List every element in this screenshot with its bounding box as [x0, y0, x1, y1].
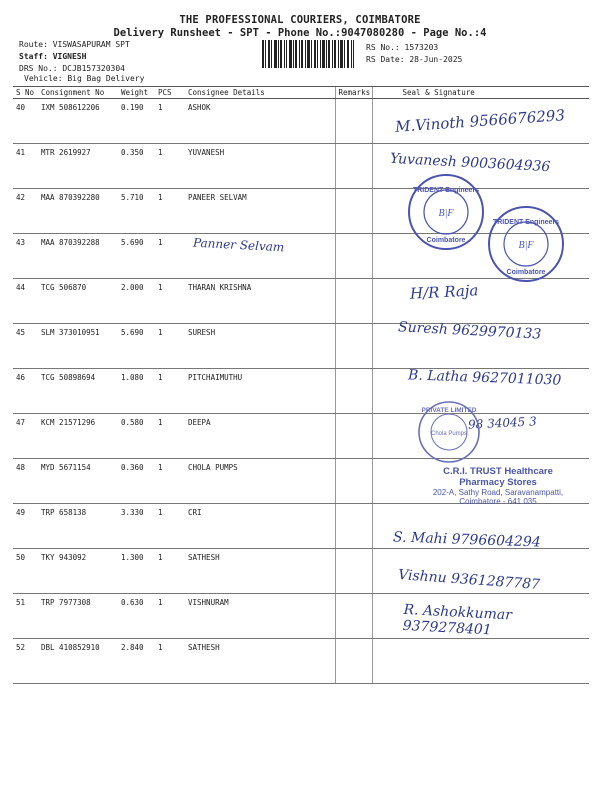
cell-pcs: 1	[155, 324, 185, 369]
col-pcs-header: PCS	[155, 87, 185, 99]
col-weight-header: Weight	[118, 87, 155, 99]
svg-text:Coimbatore: Coimbatore	[426, 237, 466, 244]
cell-pcs: 1	[155, 99, 185, 144]
signature-row-46: B. Latha 9627011030	[407, 367, 562, 389]
cell-consignment: MTR 2619927	[38, 144, 118, 189]
cell-sno: 48	[13, 459, 38, 504]
cell-sno: 41	[13, 144, 38, 189]
svg-text:B|F: B|F	[518, 240, 534, 251]
barcode-image	[262, 40, 354, 68]
cell-weight: 0.190	[118, 99, 155, 144]
cell-weight: 1.300	[118, 549, 155, 594]
cell-consignment: TRP 658138	[38, 504, 118, 549]
cell-remarks	[335, 369, 372, 414]
route-text: Route: VISWASAPURAM SPT	[19, 40, 130, 49]
runsheet-title: Delivery Runsheet - SPT - Phone No.:9047080280 - Page No.:4	[113, 27, 487, 39]
signature-row-45: Suresh 9629970133	[397, 319, 542, 343]
signature-row-51: Vishnu 9361287787	[397, 567, 541, 593]
chola-pumps-stamp	[414, 398, 484, 466]
cell-consignee: VISHNURAM	[185, 594, 335, 639]
cell-weight: 0.630	[118, 594, 155, 639]
cell-weight: 3.330	[118, 504, 155, 549]
cri-stamp-line1: C.R.I. TRUST Healthcare	[443, 466, 553, 477]
signature-row-44: H/R Raja	[409, 281, 479, 303]
cell-consignment: TRP 7977308	[38, 594, 118, 639]
cell-remarks	[335, 639, 372, 684]
cell-sno: 49	[13, 504, 38, 549]
drs-text: DRS No.: DCJB157320304	[19, 64, 125, 73]
cell-consignment: SLM 373010951	[38, 324, 118, 369]
cell-consignment: KCM 21571296	[38, 414, 118, 459]
cell-weight: 2.840	[118, 639, 155, 684]
cell-consignment: TKY 943092	[38, 549, 118, 594]
cell-weight: 2.000	[118, 279, 155, 324]
cell-remarks	[335, 279, 372, 324]
staff-text: Staff: VIGNESH	[19, 52, 87, 61]
cell-pcs: 1	[155, 639, 185, 684]
consignee-handwritten-row-43: Panner Selvam	[192, 235, 285, 255]
cell-consignee: PITCHAIMUTHU	[185, 369, 335, 414]
cell-remarks	[335, 234, 372, 279]
cell-remarks	[335, 594, 372, 639]
signature-row-48: 98 34045 3	[467, 414, 538, 432]
cell-consignee: CHOLA PUMPS	[185, 459, 335, 504]
cell-weight: 0.360	[118, 459, 155, 504]
table-row	[13, 279, 589, 324]
cell-consignee: SATHESH	[185, 549, 335, 594]
cell-sno: 43	[13, 234, 38, 279]
cri-stamp-line3: 202-A, Sathy Road, Saravanampatti,	[432, 488, 564, 497]
cell-signature	[372, 279, 589, 324]
cell-consignee: CRI	[185, 504, 335, 549]
cell-remarks	[335, 99, 372, 144]
cell-consignment: MAA 870392280	[38, 189, 118, 234]
cell-remarks	[335, 324, 372, 369]
cell-consignment: IXM 508612206	[38, 99, 118, 144]
trident-stamp-2	[486, 204, 566, 284]
cell-consignment: MAA 870392288	[38, 234, 118, 279]
cell-remarks	[335, 504, 372, 549]
cell-pcs: 1	[155, 504, 185, 549]
cell-consignee: DEEPA	[185, 414, 335, 459]
cell-sno: 40	[13, 99, 38, 144]
cell-remarks	[335, 144, 372, 189]
signature-row-50: S. Mahi 9796604294	[392, 529, 541, 551]
company-title: THE PROFESSIONAL COURIERS, COIMBATORE	[179, 14, 421, 26]
cell-consignment: DBL 410852910	[38, 639, 118, 684]
col-remarks-header: Remarks	[335, 87, 372, 99]
cell-consignment: MYD 5671154	[38, 459, 118, 504]
cell-consignee: SATHESH	[185, 639, 335, 684]
cell-remarks	[335, 459, 372, 504]
cell-pcs: 1	[155, 369, 185, 414]
cell-remarks	[335, 414, 372, 459]
cell-sno: 44	[13, 279, 38, 324]
cell-consignment: TCG 50898694	[38, 369, 118, 414]
cell-signature	[372, 639, 589, 684]
cell-pcs: 1	[155, 549, 185, 594]
cell-pcs: 1	[155, 414, 185, 459]
col-consignment-header: Consignment No	[38, 87, 118, 99]
cell-remarks	[335, 549, 372, 594]
svg-text:B|F: B|F	[438, 208, 454, 219]
signature-row-41: Yuvanesh 9003604936	[389, 150, 551, 176]
svg-text:TRIDENT Engineers: TRIDENT Engineers	[412, 187, 480, 194]
col-seal-header: Seal & Signature	[372, 87, 589, 99]
cell-sno: 51	[13, 594, 38, 639]
rs-date-text: RS Date: 28-Jun-2025	[366, 55, 463, 64]
cell-sno: 50	[13, 549, 38, 594]
cell-weight: 0.350	[118, 144, 155, 189]
cell-consignee: THARAN KRISHNA	[185, 279, 335, 324]
table-header-row	[13, 87, 589, 99]
svg-text:TRIDENT Engineers: TRIDENT Engineers	[492, 219, 560, 226]
signature-row-52: R. Ashokkumar 9379278401	[402, 601, 513, 639]
cell-sno: 47	[13, 414, 38, 459]
cell-weight: 0.580	[118, 414, 155, 459]
cell-pcs: 1	[155, 594, 185, 639]
col-consignee-header: Consignee Details	[185, 87, 335, 99]
cell-weight: 1.080	[118, 369, 155, 414]
cell-weight: 5.710	[118, 189, 155, 234]
cell-consignee: PANEER SELVAM	[185, 189, 335, 234]
cell-pcs: 1	[155, 144, 185, 189]
cell-consignee: YUVANESH	[185, 144, 335, 189]
cell-remarks	[335, 189, 372, 234]
cell-pcs: 1	[155, 234, 185, 279]
cri-trust-stamp	[408, 466, 588, 506]
vehicle-text: Vehicle: Big Bag Delivery	[24, 74, 145, 83]
cell-sno: 42	[13, 189, 38, 234]
rs-no-text: RS No.: 1573203	[366, 43, 439, 52]
cell-consignment: TCG 506870	[38, 279, 118, 324]
col-sno-header: S No	[13, 87, 38, 99]
cri-stamp-line4: Coimbatore - 641 035	[459, 497, 537, 506]
svg-text:Chola Pumps: Chola Pumps	[430, 431, 468, 437]
cri-stamp-line2: Pharmacy Stores	[459, 477, 537, 488]
svg-text:Coimbatore: Coimbatore	[506, 269, 546, 276]
cell-sno: 52	[13, 639, 38, 684]
cell-sno: 45	[13, 324, 38, 369]
trident-stamp-1	[406, 172, 486, 252]
cell-pcs: 1	[155, 279, 185, 324]
cell-pcs: 1	[155, 189, 185, 234]
signature-row-40: M.Vinoth 9566676293	[394, 106, 566, 136]
cell-pcs: 1	[155, 459, 185, 504]
cell-weight: 5.690	[118, 234, 155, 279]
cell-weight: 5.690	[118, 324, 155, 369]
cell-sno: 46	[13, 369, 38, 414]
table-row	[13, 639, 589, 684]
svg-text:PRIVATE LIMITED: PRIVATE LIMITED	[421, 407, 477, 414]
cell-consignee: ASHOK	[185, 99, 335, 144]
cell-consignee: SURESH	[185, 324, 335, 369]
